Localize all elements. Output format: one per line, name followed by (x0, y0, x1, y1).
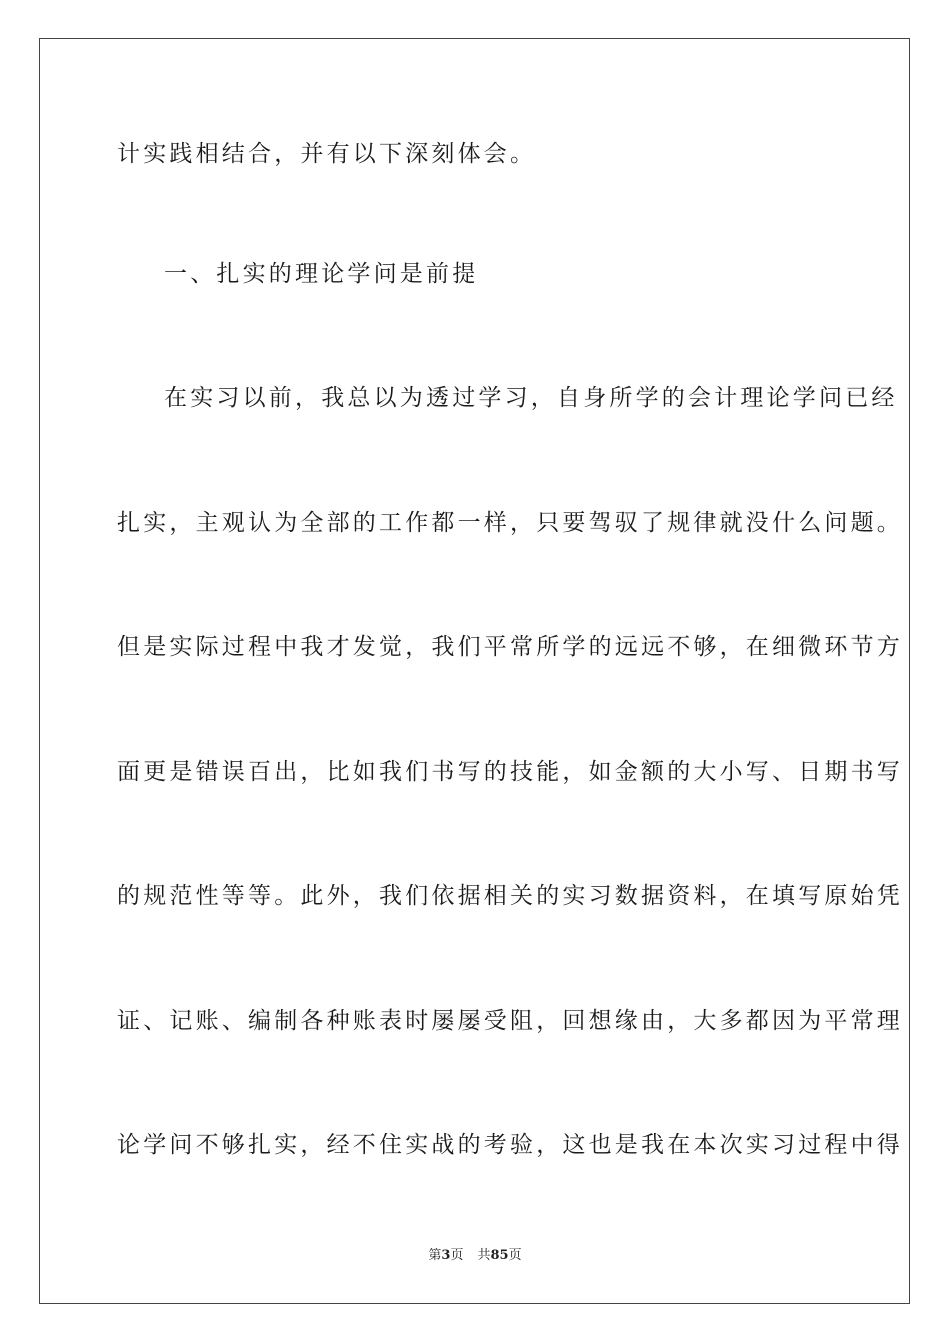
footer-page-suffix: 页 (450, 1248, 464, 1263)
page-border (39, 38, 910, 1304)
footer-total-prefix: 共 (477, 1248, 491, 1263)
body-line-3: 扎实，主观认为全部的工作都一样，只要驾驭了规律就没什么问题。 (117, 510, 903, 536)
page-footer (0, 1247, 950, 1265)
footer-total-suffix: 页 (508, 1248, 522, 1263)
body-line-7: 证、记账、编制各种账表时屡屡受阻，回想缘由，大多都因为平常理 (117, 1008, 903, 1034)
footer-page-number: 3 (441, 1248, 451, 1263)
section-heading: 一、扎实的理论学问是前提 (164, 261, 479, 287)
footer-total-pages: 85 (490, 1248, 509, 1263)
body-line-2: 在实习以前，我总以为透过学习，自身所学的会计理论学问已经 (164, 385, 898, 411)
body-line-8: 论学问不够扎实，经不住实战的考验，这也是我在本次实习过程中得 (117, 1132, 903, 1158)
body-line-5: 面更是错误百出，比如我们书写的技能，如金额的大小写、日期书写 (117, 759, 903, 785)
footer-page-prefix: 第 (428, 1248, 442, 1263)
body-line-1: 计实践相结合，并有以下深刻体会。 (117, 141, 537, 167)
body-line-4: 但是实际过程中我才发觉，我们平常所学的远远不够，在细微环节方 (117, 634, 903, 660)
body-line-6: 的规范性等等。此外，我们依据相关的实习数据资料，在填写原始凭 (117, 883, 903, 909)
